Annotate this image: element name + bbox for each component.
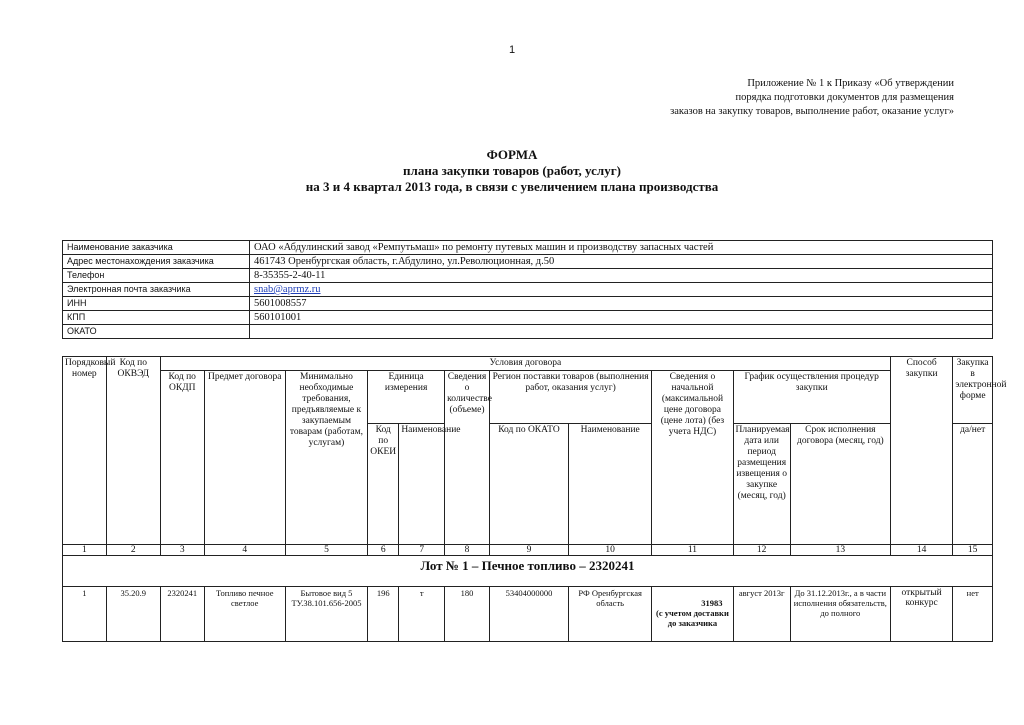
- form-title: [0, 147, 1024, 195]
- region-header: Регион поставки товаров (выполнения работ, оказания услуг): [489, 371, 651, 424]
- column-number: 7: [399, 545, 445, 556]
- col-requirements-header: Минимально необходимые требования, предъявляемые к закупаемым товарам (работам, услугам): [285, 371, 367, 545]
- column-number: 3: [160, 545, 204, 556]
- column-numbers-row: [63, 545, 993, 556]
- info-row: [63, 325, 993, 339]
- cell-seq: 1: [63, 587, 107, 642]
- column-number: 13: [790, 545, 890, 556]
- col-unit-name-header: Наименование: [399, 424, 445, 545]
- lot-title-cell: [63, 556, 993, 587]
- info-row: [63, 255, 993, 269]
- col-okdp-header: Код по ОКДП: [160, 371, 204, 545]
- appendix-line: Приложение № 1 к Приказу «Об утверждении: [747, 78, 954, 89]
- info-label: ИНН: [63, 297, 250, 311]
- column-number: 5: [285, 545, 367, 556]
- header-row: [63, 371, 993, 424]
- info-label: Электронная почта заказчика: [63, 283, 250, 297]
- column-number: 6: [368, 545, 399, 556]
- info-value: 5601008557: [250, 297, 993, 311]
- cell-unit-name: т: [399, 587, 445, 642]
- lot-title: Лот № 1 – Печное топливо – 2320241: [420, 558, 635, 573]
- column-number: 2: [106, 545, 160, 556]
- column-number: 15: [953, 545, 993, 556]
- title-line: ФОРМА: [486, 147, 538, 162]
- cell-term: До 31.12.2013г., а в части исполнения обязательств, до полного: [790, 587, 890, 642]
- column-number: 1: [63, 545, 107, 556]
- cell-requirements: Бытовое вид 5 ТУ.38.101.656-2005: [285, 587, 367, 642]
- unit-header: Единица измерения: [368, 371, 445, 424]
- col-planned-date-header: Планируемая дата или период размещения извещения о закупке (месяц, год): [733, 424, 790, 545]
- info-value: 560101001: [250, 311, 993, 325]
- column-number: 8: [445, 545, 490, 556]
- title-line: на 3 и 4 квартал 2013 года, в связи с увеличением плана производства: [305, 179, 719, 194]
- col-okved-header: Код по ОКВЭД: [106, 357, 160, 545]
- info-row: [63, 283, 993, 297]
- col-method-header: Способ закупки: [890, 357, 952, 545]
- col-quantity-header: Сведения о количестве (объеме): [445, 371, 490, 545]
- cell-okato: 53404000000: [489, 587, 568, 642]
- column-number: 9: [489, 545, 568, 556]
- appendix-line: заказов на закупку товаров, выполнение работ, оказание услуг»: [670, 106, 954, 117]
- col-electronic-header: Закупка в электронной форме: [953, 357, 993, 424]
- info-row: [63, 311, 993, 325]
- column-number: 10: [569, 545, 652, 556]
- info-row: [63, 297, 993, 311]
- cell-electronic: нет: [953, 587, 993, 642]
- col-electronic-sub-header: да/нет: [953, 424, 993, 545]
- info-value: 461743 Оренбургская область, г.Абдулино, ул.Революционная, д.50: [250, 255, 993, 269]
- price-value: 31983: [701, 598, 723, 608]
- info-label: Телефон: [63, 269, 250, 283]
- col-term-header: Срок исполнения договора (месяц, год): [790, 424, 890, 545]
- info-label: КПП: [63, 311, 250, 325]
- procurement-plan-table: [62, 356, 1007, 642]
- price-note: (с учетом доставки до заказчика: [656, 608, 729, 628]
- column-number: 4: [204, 545, 285, 556]
- contract-conditions-header: Условия договора: [160, 357, 890, 371]
- header-row: [63, 357, 993, 371]
- column-number: 11: [652, 545, 733, 556]
- cell-price: [652, 587, 733, 642]
- info-row: [63, 241, 993, 255]
- col-unit-code-header: Код по ОКЕИ: [368, 424, 399, 545]
- col-region-name-header: Наименование: [569, 424, 652, 545]
- column-number: 12: [733, 545, 790, 556]
- table-row: [63, 587, 993, 642]
- info-value: [250, 325, 993, 339]
- info-label: Наименование заказчика: [63, 241, 250, 255]
- info-row: [63, 269, 993, 283]
- info-value: [250, 283, 993, 297]
- cell-subject: Топливо печное светлое: [204, 587, 285, 642]
- cell-region-name: РФ Оренбургская область: [569, 587, 652, 642]
- cell-method: открытый конкурс: [890, 587, 952, 642]
- cell-okved: 35.20.9: [106, 587, 160, 642]
- info-value: ОАО «Абдулинский завод «Ремпутьмаш» по ремонту путевых машин и производству запасных частей: [250, 241, 993, 255]
- customer-info-table: [62, 240, 993, 339]
- info-value: 8-35355-2-40-11: [250, 269, 993, 283]
- schedule-header: График осуществления процедур закупки: [733, 371, 890, 424]
- info-label: ОКАТО: [63, 325, 250, 339]
- info-label: Адрес местонахождения заказчика: [63, 255, 250, 269]
- col-region-code-header: Код по ОКАТО: [489, 424, 568, 545]
- email-link[interactable]: snab@aprmz.ru: [254, 284, 321, 295]
- cell-unit-code: 196: [368, 587, 399, 642]
- appendix-line: порядка подготовки документов для размещения: [735, 92, 954, 103]
- lot-row: [63, 556, 993, 587]
- title-line: плана закупки товаров (работ, услуг): [403, 163, 621, 178]
- column-number: 14: [890, 545, 952, 556]
- appendix-note: [534, 77, 954, 119]
- page-number: 1: [508, 44, 516, 56]
- col-price-header: Сведения о начальной (максимальной цене договора (цене лота) (без учета НДС): [652, 371, 733, 545]
- cell-quantity: 180: [445, 587, 490, 642]
- col-seq-header: Порядковый номер: [63, 357, 107, 545]
- cell-okdp: 2320241: [160, 587, 204, 642]
- cell-planned-date: август 2013г: [733, 587, 790, 642]
- col-subject-header: Предмет договора: [204, 371, 285, 545]
